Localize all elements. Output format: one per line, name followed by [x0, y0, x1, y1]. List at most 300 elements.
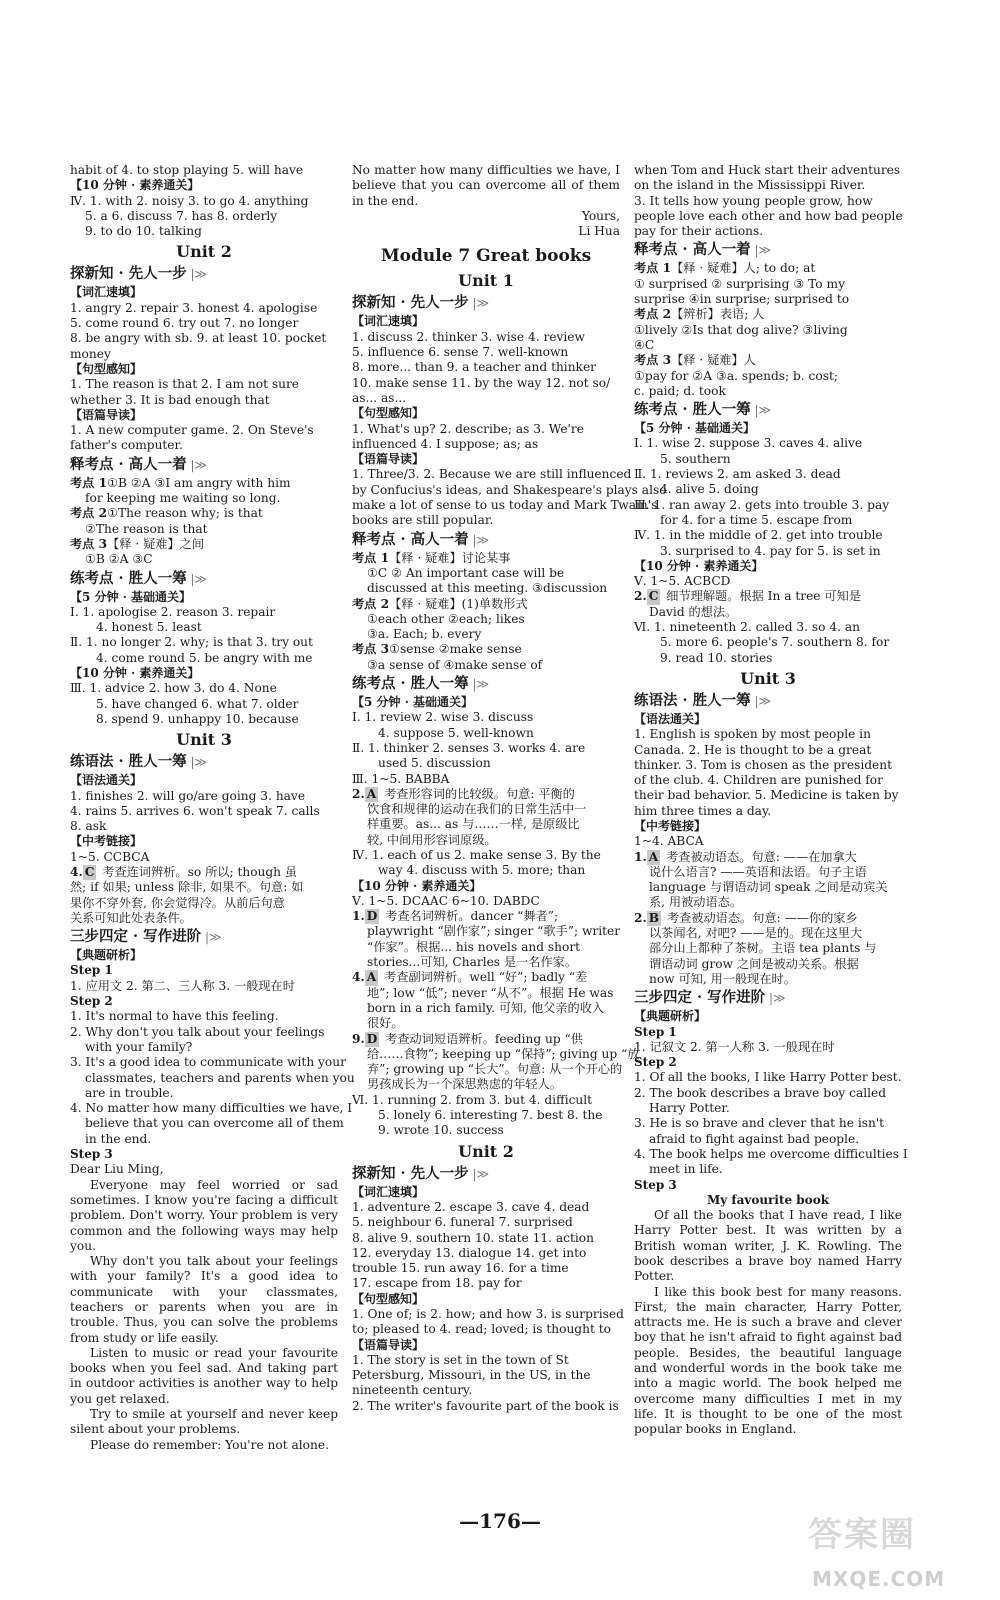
- text-line: [352, 1307, 624, 1322]
- line-text: are in trouble.: [85, 1085, 174, 1100]
- line-text: 地”; low “低”; never “从不”。根据 He was: [367, 985, 614, 1000]
- text-line: [352, 940, 620, 955]
- text-line: [352, 581, 620, 596]
- text-line: [634, 1146, 908, 1162]
- text-line: [634, 911, 902, 926]
- kaodian-label: 考点 3: [634, 353, 672, 368]
- text-line: [352, 224, 620, 239]
- line-text: 4. come round 5. be angry with me: [96, 650, 313, 665]
- text-line: [634, 605, 902, 620]
- text-line: [352, 330, 620, 345]
- line-text: 1. One of; is 2. how; and how 3. is surprised: [352, 1307, 624, 1321]
- text-line: [352, 498, 658, 513]
- line-text: 【10 分钟 · 素养通关】: [634, 558, 764, 573]
- line-text: 1. A new computer game. 2. On Steve's: [70, 423, 314, 438]
- line-text: 男孩成长为一个深思熟虑的年轻人。: [367, 1077, 562, 1092]
- line-text: 探新知 · 先人一步: [352, 294, 469, 312]
- unit-title: [70, 729, 338, 750]
- line-text: 部分山上都种了茶树。主语 tea plants 与: [649, 941, 877, 956]
- section-heading: [70, 569, 338, 589]
- line-text: 探新知 · 先人一步: [352, 1164, 469, 1182]
- line-text: classmates, teachers and parents when you: [85, 1070, 355, 1085]
- line-text: ③a sense of ④make sense of: [367, 657, 543, 672]
- line-text: Ⅰ. 1. review 2. wise 3. discuss: [352, 710, 534, 725]
- line-text: 【辨析】表语; 人: [671, 307, 765, 322]
- line-text: Ⅴ. 1~5. DCAAC 6~10. DABDC: [352, 893, 540, 908]
- line-text: born in a rich family. 可知, 他父亲的收入: [367, 1000, 605, 1015]
- text-line: [352, 1368, 620, 1383]
- text-line: [352, 1231, 620, 1246]
- watermark-logo: [808, 1515, 978, 1598]
- line-text: ③a. Each; b. every: [367, 627, 482, 642]
- text-line: [352, 1322, 620, 1337]
- line-text: 【5 分钟 · 基础通关】: [70, 589, 192, 604]
- line-text: 【10 分钟 · 素养通关】: [352, 878, 482, 893]
- text-line: [352, 1399, 620, 1414]
- line-text: ①The reason why; is that: [107, 506, 263, 521]
- subsection-tag: [70, 285, 338, 300]
- line-text: Ⅱ. 1. no longer 2. why; is that 3. try out: [70, 635, 313, 650]
- line-text: people love each other and how bad people: [634, 208, 903, 223]
- line-text: 【语篇导读】: [352, 452, 425, 467]
- section-heading: [70, 752, 338, 772]
- question-number: 2.: [352, 786, 365, 801]
- line-text: 1. Of all the books, I like Harry Potter best.: [634, 1070, 902, 1085]
- line-text: Ⅱ. 1. thinker 2. senses 3. works 4. are: [352, 740, 586, 755]
- paragraph: [352, 163, 620, 209]
- text-line: [70, 301, 338, 316]
- line-text: make a lot of sense to us today and Mark Twain's: [352, 498, 658, 513]
- line-text: language 与谓语动词 speak 之间是动宾关: [649, 880, 888, 895]
- text-line: [352, 863, 620, 878]
- double-chevron-icon: |≫: [750, 243, 772, 258]
- unit-title: [634, 668, 902, 689]
- text-line: [70, 393, 338, 408]
- text-line: [352, 391, 620, 406]
- line-text: 【释 · 疑难】之间: [107, 536, 205, 551]
- text-line: [634, 941, 902, 956]
- text-line: [70, 850, 338, 865]
- subsection-tag: [70, 362, 338, 377]
- text-line: [70, 635, 338, 650]
- line-text: 5. lonely 6. interesting 7. best 8. the: [378, 1108, 603, 1123]
- line-text: 考查形容词的比较级。句意: 平衡的: [380, 786, 575, 801]
- text-line: [70, 865, 338, 880]
- text-line: [634, 209, 902, 224]
- line-text: Try to smile at yourself and never keep silent about your problems.: [70, 1407, 338, 1437]
- subsection-tag: [352, 314, 620, 329]
- line-text: 探新知 · 先人一步: [70, 265, 187, 283]
- text-line: [352, 467, 632, 482]
- line-text: way 4. discuss with 5. more; than: [378, 863, 586, 878]
- module-title: [352, 245, 620, 268]
- line-text: Ⅲ. 1. advice 2. how 3. do 4. None: [70, 681, 277, 696]
- line-text: 【中考链接】: [634, 818, 707, 833]
- text-line: [70, 1025, 338, 1040]
- line-text: 三步四定 · 写作进阶: [70, 928, 202, 946]
- line-text: 1. adventure 2. escape 3. cave 4. dead: [352, 1199, 590, 1214]
- paragraph: [70, 1407, 338, 1438]
- line-text: Harry Potter.: [649, 1101, 730, 1116]
- text-line: [634, 635, 902, 650]
- paragraph: [634, 1285, 902, 1438]
- text-line: [634, 528, 902, 543]
- line-text: 考查被动语态。句意: ——你的家乡: [663, 910, 858, 925]
- subsection-tag: [634, 421, 902, 436]
- text-line: [352, 710, 620, 725]
- text-line: [70, 1070, 355, 1086]
- line-text: 17. escape from 18. pay for: [352, 1276, 522, 1291]
- answer-box: A: [366, 786, 377, 801]
- line-text: ①C ② An important case will be: [367, 565, 565, 580]
- line-text: ①each other ②each; likes: [367, 611, 525, 626]
- line-text: Ⅵ. 1. nineteenth 2. called 3. so 4. an: [634, 620, 860, 635]
- line-text: 5. neighbour 6. funeral 7. surprised: [352, 1215, 573, 1230]
- line-text: 样重要。as... as 与……一样, 是原级比: [367, 817, 580, 832]
- line-text: 8. more... than 9. a teacher and thinker: [352, 360, 596, 375]
- line-text: used 5. discussion: [378, 756, 491, 771]
- text-line: [634, 957, 902, 972]
- text-line: [352, 848, 620, 863]
- text-line: [352, 986, 620, 1001]
- text-line: [70, 1009, 338, 1024]
- line-text: 系, 用被动语态。: [649, 895, 743, 910]
- line-text: ②The reason is that: [85, 521, 208, 536]
- line-text: of the club. 4. Children are punished for: [634, 773, 883, 788]
- line-text: 4. alive 5. doing: [660, 482, 759, 497]
- text-line: [634, 758, 902, 773]
- line-text: 5. come round 6. try out 7. no longer: [70, 316, 299, 331]
- line-text: by Confucius's ideas, and Shakespeare's plays also: [352, 482, 667, 497]
- text-line: [634, 452, 902, 467]
- subsection-tag: [70, 773, 338, 788]
- text-line: [352, 833, 620, 848]
- line-text: ①sense ②make sense: [389, 642, 522, 657]
- line-text: Listen to music or read your favourite books when you feel sad. And taking part in outdoor activities is another way to help you get relaxed.: [70, 1345, 338, 1406]
- text-line: [352, 376, 620, 391]
- text-line: [634, 194, 902, 209]
- line-text: 【5 分钟 · 基础通关】: [634, 421, 756, 436]
- step-label: [634, 1025, 902, 1040]
- section-heading: [70, 264, 338, 284]
- line-text: Unit 3: [740, 668, 796, 688]
- double-chevron-icon: |≫: [765, 991, 786, 1006]
- line-text: 2. The writer's favourite part of the book is: [352, 1398, 619, 1413]
- text-line: [634, 261, 902, 276]
- text-line: [634, 620, 902, 635]
- text-line: [634, 498, 902, 513]
- text-line: [352, 1123, 620, 1138]
- text-line: [634, 880, 902, 895]
- answer-box: D: [366, 1031, 378, 1046]
- section-heading: [634, 988, 902, 1008]
- line-text: Canada. 2. He is thought to be a great: [634, 742, 872, 757]
- line-text: 9. to do 10. talking: [85, 224, 202, 239]
- line-text: Step 1: [634, 1024, 677, 1039]
- line-text: 较, 中间用形容词原级。: [367, 832, 497, 847]
- line-text: 【释 · 疑难】人: [671, 353, 756, 368]
- text-line: [70, 1040, 338, 1055]
- line-text: 5. influence 6. sense 7. well-known: [352, 345, 569, 360]
- text-line: [70, 423, 338, 438]
- text-line: [352, 955, 620, 970]
- subsection-tag: [634, 559, 902, 574]
- text-line: [352, 1046, 640, 1062]
- text-line: [352, 1215, 620, 1230]
- answer-box: C: [84, 864, 95, 879]
- step-label: [70, 994, 338, 1009]
- double-chevron-icon: |≫: [201, 930, 222, 945]
- text-line: [634, 926, 902, 941]
- line-text: 4. suppose 5. well-known: [378, 725, 534, 740]
- text-line: [634, 163, 902, 178]
- line-text: with your family?: [85, 1039, 193, 1054]
- subsection-tag: [70, 178, 338, 193]
- text-line: [352, 1093, 620, 1108]
- text-line: [634, 804, 902, 819]
- text-line: [634, 436, 902, 451]
- text-line: [70, 476, 338, 491]
- question-number: 9.: [352, 1031, 365, 1046]
- line-text: 三步四定 · 写作进阶: [634, 989, 766, 1007]
- subsection-tag: [352, 1185, 620, 1200]
- line-text: on the island in the Mississippi River.: [634, 178, 866, 193]
- text-line: [352, 566, 620, 581]
- text-line: [634, 353, 902, 368]
- line-text: believe that you can overcome all of them: [85, 1116, 344, 1131]
- line-text: ①lively ②Is that dog alive? ③living: [634, 322, 848, 337]
- line-text: when Tom and Huck start their adventures: [634, 163, 901, 177]
- section-heading: [634, 691, 902, 711]
- line-text: 考查动词短语辨析。feeding up “供: [381, 1031, 583, 1046]
- line-text: in the end.: [85, 1131, 152, 1146]
- text-line: [70, 789, 338, 804]
- text-line: [634, 544, 902, 559]
- text-line: [70, 331, 338, 346]
- text-line: [352, 551, 620, 566]
- line-text: No matter how many difficulties we have, I believe that you can overcome all of them in the end.: [352, 163, 620, 208]
- text-line: [352, 1353, 620, 1368]
- text-line: [352, 1261, 620, 1276]
- question-number: 4.: [70, 864, 83, 879]
- text-line: [634, 895, 902, 910]
- text-line: [634, 384, 902, 399]
- line-text: 【10 分钟 · 素养通关】: [70, 666, 200, 681]
- text-line: [634, 651, 902, 666]
- line-text: 练语法 · 胜人一筹: [634, 691, 751, 709]
- text-line: [352, 894, 620, 909]
- subsection-tag: [352, 695, 620, 710]
- kaodian-label: 考点 1: [70, 475, 108, 490]
- unit-title: [352, 270, 620, 291]
- line-text: 4. honest 5. least: [96, 620, 202, 635]
- step-label: [70, 1147, 338, 1162]
- line-text: ① surprised ② surprising ③ To my: [634, 276, 845, 291]
- line-text: 【句型感知】: [352, 1291, 425, 1306]
- line-text: 以茶闻名, 对吧? ——是的。现在这里大: [649, 926, 863, 941]
- text-line: [70, 911, 338, 926]
- text-line: [352, 772, 620, 787]
- paragraph: [70, 1438, 338, 1453]
- text-line: [70, 537, 338, 552]
- question-number: 2.: [634, 589, 647, 604]
- text-line: [634, 834, 902, 849]
- answer-box: A: [648, 849, 659, 864]
- page-number: —176—: [459, 1509, 541, 1533]
- double-chevron-icon: |≫: [186, 571, 208, 586]
- text-line: [70, 804, 338, 819]
- subsection-tag: [352, 879, 620, 894]
- text-line: [634, 773, 902, 788]
- line-text: 弃”; growing up “长大”。句意: 从一个开心的: [367, 1062, 623, 1077]
- line-text: 【释 · 疑难】人; to do; at: [671, 261, 816, 276]
- text-line: [352, 437, 620, 452]
- text-line: [634, 1101, 902, 1116]
- line-text: 1~4. ABCA: [634, 834, 704, 849]
- line-text: Ⅴ. 1~5. ACBCD: [634, 574, 731, 589]
- line-text: 释考点 · 高人一着: [634, 241, 751, 259]
- column-right: [634, 163, 908, 1438]
- line-text: 给……食物”; keeping up “保持”; giving up “放: [367, 1046, 640, 1061]
- subsection-tag: [634, 712, 902, 727]
- text-line: [352, 658, 620, 673]
- text-line: [352, 802, 620, 817]
- text-line: [70, 712, 338, 727]
- answer-box: D: [366, 909, 378, 924]
- line-text: 说什么语言? ——英语和法语。句子主语: [649, 864, 867, 879]
- text-line: [352, 627, 620, 642]
- text-line: [70, 819, 338, 834]
- line-text: Of all the books that I have read, I like Harry Potter best. It was written by a British woman writer, J. K. Rowling. The book describes a brave boy named Harry Potter.: [634, 1208, 902, 1284]
- text-line: [70, 1116, 344, 1131]
- line-text: 3. He is so brave and clever that he isn't: [634, 1116, 885, 1131]
- line-text: Module 7 Great books: [380, 246, 592, 267]
- line-text: ①pay for ②A ③a. spends; b. cost;: [634, 368, 838, 383]
- line-text: books are still popular.: [352, 513, 494, 528]
- line-text: 4. The book helps me overcome difficulties I: [634, 1146, 908, 1161]
- line-text: for keeping me waiting so long.: [85, 491, 281, 506]
- line-text: Dear Liu Ming,: [70, 1162, 164, 1177]
- line-text: 【中考链接】: [70, 834, 143, 849]
- subsection-tag: [70, 948, 338, 963]
- line-text: discussed at this meeting. ③discussion: [367, 581, 608, 596]
- line-text: afraid to fight against bad people.: [649, 1131, 860, 1146]
- text-line: [634, 1040, 902, 1055]
- line-text: 1. 记叙文 2. 第一人称 3. 一般现在时: [634, 1039, 835, 1054]
- double-chevron-icon: |≫: [468, 296, 490, 311]
- line-text: stories...可知, Charles 是一名作家。: [367, 955, 578, 970]
- subsection-tag: [352, 452, 620, 467]
- text-line: [634, 727, 902, 742]
- line-text: 3. It's a good idea to communicate with your: [70, 1055, 346, 1070]
- line-text: Step 3: [634, 1177, 677, 1192]
- line-text: Unit 2: [458, 1141, 514, 1161]
- line-text: 关系可知此处表条件。: [70, 910, 192, 925]
- line-text: ①B ②A ③I am angry with him: [107, 475, 291, 490]
- line-text: 考查副词辨析。well “好”; badly “差: [380, 970, 588, 985]
- line-text: 8. spend 9. unhappy 10. because: [96, 711, 299, 726]
- text-line: [634, 972, 902, 987]
- line-text: habit of 4. to stop playing 5. will have: [70, 163, 304, 177]
- text-line: [352, 741, 620, 756]
- line-text: Yours,: [581, 208, 620, 223]
- line-text: money: [70, 346, 111, 361]
- watermark-text: 答案圈: [808, 1515, 916, 1555]
- line-text: 1. It's normal to have this feeling.: [70, 1009, 279, 1024]
- double-chevron-icon: |≫: [750, 693, 772, 708]
- text-line: [352, 1108, 620, 1123]
- line-text: Li Hua: [578, 224, 620, 239]
- essay-title: [634, 1193, 902, 1208]
- double-chevron-icon: |≫: [750, 403, 772, 418]
- text-line: [634, 277, 902, 292]
- paragraph: [634, 1208, 902, 1284]
- text-line: [634, 292, 902, 307]
- line-text: pay for their actions.: [634, 224, 764, 239]
- line-text: c. paid; d. took: [634, 383, 726, 398]
- line-text: 5. more 6. people's 7. southern 8. for: [660, 635, 890, 650]
- line-text: Step 3: [70, 1147, 113, 1162]
- text-line: [352, 1001, 620, 1016]
- line-text: 【词汇速填】: [352, 314, 425, 329]
- line-text: 5. have changed 6. what 7. older: [96, 696, 299, 711]
- section-heading: [70, 927, 338, 947]
- line-text: ①B ②A ③C: [85, 552, 153, 567]
- answer-box: A: [366, 970, 377, 985]
- line-text: 1~5. CCBCA: [70, 849, 150, 864]
- text-line: [634, 788, 902, 803]
- line-text: 谓语动词 grow 之间是被动关系。根据: [649, 956, 859, 971]
- text-line: [352, 1276, 620, 1291]
- section-heading: [352, 674, 620, 694]
- step-label: [70, 963, 338, 978]
- line-text: Ⅱ. 1. reviews 2. am asked 3. dead: [634, 467, 841, 482]
- text-line: [352, 422, 620, 437]
- text-line: [352, 909, 620, 924]
- double-chevron-icon: |≫: [186, 755, 208, 770]
- line-text: meet in life.: [649, 1162, 723, 1177]
- line-text: Ⅳ. 1. in the middle of 2. get into trouble: [634, 528, 883, 543]
- text-line: [70, 620, 338, 635]
- line-text: surprise ④in surprise; surprised to: [634, 292, 850, 307]
- question-number: 1.: [634, 849, 647, 864]
- line-text: 8. be angry with sb. 9. at least 10. pocket: [70, 331, 327, 346]
- text-line: [634, 850, 902, 865]
- text-line: [352, 345, 620, 360]
- text-line: [634, 369, 902, 384]
- text-line: [634, 323, 902, 338]
- line-text: 4. rains 5. arrives 6. won't speak 7. calls: [70, 803, 320, 818]
- section-heading: [70, 455, 338, 475]
- line-text: 9. wrote 10. success: [378, 1123, 504, 1138]
- kaodian-label: 考点 3: [352, 642, 390, 657]
- text-line: [70, 1162, 338, 1177]
- line-text: thinker. 3. Tom is chosen as the president: [634, 757, 892, 772]
- text-line: [352, 1246, 620, 1261]
- line-text: 【句型感知】: [352, 406, 425, 421]
- line-text: My favourite book: [706, 1192, 830, 1207]
- line-text: 1. angry 2. repair 3. honest 4. apologise: [70, 300, 318, 315]
- line-text: 3. surprised to 4. pay for 5. is set in: [660, 543, 881, 558]
- line-text: now 可知, 用一般现在时。: [649, 971, 796, 986]
- text-line: [352, 1016, 620, 1031]
- line-text: 饮食和规律的运动在我们的日常生活中一: [367, 802, 587, 817]
- text-line: [70, 224, 338, 239]
- text-line: [70, 651, 338, 666]
- line-text: 练考点 · 胜人一筹: [70, 569, 187, 587]
- text-line: [70, 316, 338, 331]
- subsection-tag: [352, 406, 620, 421]
